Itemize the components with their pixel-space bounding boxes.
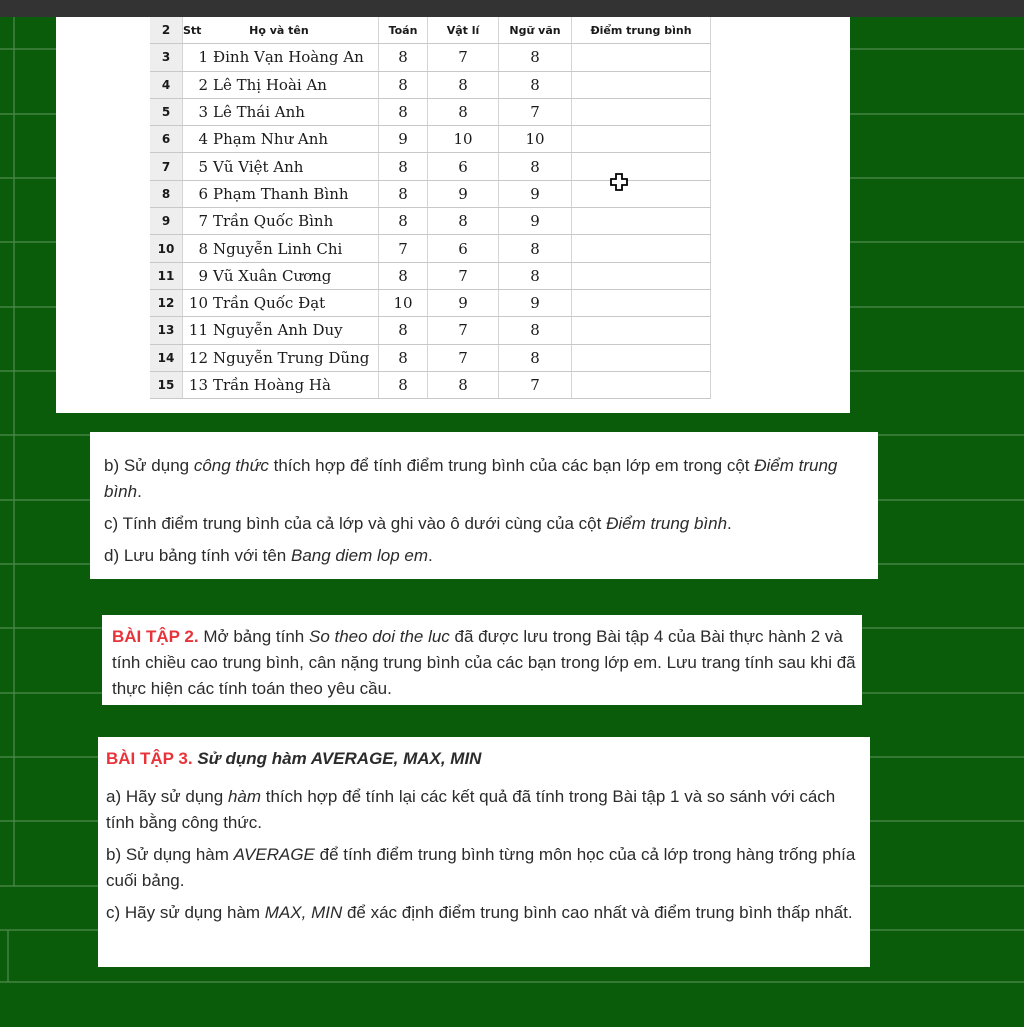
nguvan-cell: 9 bbox=[499, 208, 572, 235]
nguvan-cell: 8 bbox=[499, 262, 572, 289]
student-name: Đinh Vạn Hoàng An bbox=[213, 48, 364, 67]
top-bar bbox=[0, 0, 1024, 17]
task3-heading bbox=[106, 746, 862, 772]
toan-cell: 9 bbox=[379, 126, 428, 153]
toan-cell: 7 bbox=[379, 235, 428, 262]
row-number: 5 bbox=[150, 98, 183, 125]
task2-paragraph: BÀI TẬP 2. Mở bảng tính So theo doi the luc đã được lưu trong Bài tập 4 của Bài thực hành 2 và tính chiều cao trung bình, cân nặng trung bình của các bạn trong lớp em. Lưu trang tính sau khi đã thực hiện các tính toán theo yêu cầu. bbox=[112, 627, 856, 698]
avg-cell[interactable] bbox=[572, 317, 711, 344]
stt-cell: 8 bbox=[198, 239, 208, 258]
task1-text bbox=[104, 453, 864, 569]
avg-cell[interactable] bbox=[572, 262, 711, 289]
task1-b: b) Sử dụng công thức thích hợp để tính điểm trung bình của các bạn lớp em trong cột Điểm trung bình. bbox=[104, 456, 838, 501]
nguvan-cell: 9 bbox=[499, 289, 572, 316]
toan-cell: 8 bbox=[379, 317, 428, 344]
cell-cursor-icon bbox=[610, 173, 628, 191]
vatli-cell: 10 bbox=[428, 126, 499, 153]
student-name: Trần Hoàng Hà bbox=[213, 376, 331, 394]
task2-label: BÀI TẬP 2. bbox=[112, 627, 199, 646]
vatli-cell: 6 bbox=[428, 235, 499, 262]
task1-d: d) Lưu bảng tính với tên Bang diem lop em. bbox=[104, 546, 433, 565]
student-name-cell bbox=[183, 235, 379, 262]
student-name: Lê Thái Anh bbox=[213, 103, 305, 122]
table-row bbox=[150, 126, 711, 153]
vatli-cell: 9 bbox=[428, 289, 499, 316]
row-number: 4 bbox=[150, 71, 183, 98]
header-vatli: Vật lí bbox=[428, 17, 499, 44]
nguvan-cell: 8 bbox=[499, 153, 572, 180]
task3-text bbox=[106, 746, 862, 926]
student-name-cell bbox=[183, 344, 379, 371]
avg-cell[interactable] bbox=[572, 344, 711, 371]
stt-cell: 12 bbox=[188, 348, 208, 367]
row-number: 3 bbox=[150, 44, 183, 71]
avg-cell[interactable] bbox=[572, 126, 711, 153]
row-number: 2 bbox=[150, 17, 183, 44]
toan-cell: 8 bbox=[379, 44, 428, 71]
student-name: Phạm Thanh Bình bbox=[213, 184, 349, 203]
student-name-cell bbox=[183, 371, 379, 398]
toan-cell: 10 bbox=[379, 289, 428, 316]
student-name-cell bbox=[183, 126, 379, 153]
toan-cell: 8 bbox=[379, 208, 428, 235]
student-name: Nguyễn Trung Dũng bbox=[213, 348, 370, 367]
nguvan-cell: 7 bbox=[499, 98, 572, 125]
nguvan-cell: 8 bbox=[499, 344, 572, 371]
stt-cell: 13 bbox=[188, 376, 208, 394]
nguvan-cell: 7 bbox=[499, 371, 572, 398]
header-nguvan: Ngữ văn bbox=[499, 17, 572, 44]
student-name: Phạm Như Anh bbox=[213, 130, 329, 149]
row-number: 15 bbox=[150, 371, 183, 398]
row-number: 10 bbox=[150, 235, 183, 262]
student-name-cell bbox=[183, 44, 379, 71]
row-number: 12 bbox=[150, 289, 183, 316]
vatli-cell: 7 bbox=[428, 44, 499, 71]
header-diem-trung-binh: Điểm trung bình bbox=[572, 17, 711, 44]
toan-cell: 8 bbox=[379, 180, 428, 207]
task3-label: BÀI TẬP 3. bbox=[106, 749, 193, 768]
stt-cell: 9 bbox=[198, 266, 208, 285]
task3-b: b) Sử dụng hàm AVERAGE để tính điểm trung bình từng môn học của cả lớp trong hàng trống phía cuối bảng. bbox=[106, 845, 856, 890]
avg-cell[interactable] bbox=[572, 153, 711, 180]
header-fullname: Họ và tên bbox=[249, 23, 309, 37]
grade-table-image bbox=[56, 17, 850, 413]
nguvan-cell: 9 bbox=[499, 180, 572, 207]
avg-cell[interactable] bbox=[572, 98, 711, 125]
student-name-cell bbox=[183, 71, 379, 98]
avg-cell[interactable] bbox=[572, 289, 711, 316]
stt-cell: 2 bbox=[198, 75, 208, 94]
student-name-cell bbox=[183, 98, 379, 125]
row-number: 7 bbox=[150, 153, 183, 180]
row-number: 13 bbox=[150, 317, 183, 344]
student-name: Vũ Xuân Cương bbox=[213, 266, 332, 285]
table-header-row bbox=[150, 17, 711, 44]
task1-c: c) Tính điểm trung bình của cả lớp và ghi vào ô dưới cùng của cột Điểm trung bình. bbox=[104, 514, 732, 533]
avg-cell[interactable] bbox=[572, 180, 711, 207]
nguvan-cell: 8 bbox=[499, 235, 572, 262]
nguvan-cell: 8 bbox=[499, 71, 572, 98]
student-name-cell bbox=[183, 262, 379, 289]
row-number: 8 bbox=[150, 180, 183, 207]
table-row bbox=[150, 208, 711, 235]
table-row bbox=[150, 344, 711, 371]
student-name: Trần Quốc Đạt bbox=[213, 294, 326, 313]
stt-cell: 11 bbox=[188, 321, 208, 340]
student-name: Nguyễn Linh Chi bbox=[213, 239, 343, 258]
nguvan-cell: 10 bbox=[499, 126, 572, 153]
toan-cell: 8 bbox=[379, 344, 428, 371]
toan-cell: 8 bbox=[379, 153, 428, 180]
stt-cell: 6 bbox=[198, 184, 208, 203]
avg-cell[interactable] bbox=[572, 208, 711, 235]
row-number: 14 bbox=[150, 344, 183, 371]
nguvan-cell: 8 bbox=[499, 317, 572, 344]
student-name: Lê Thị Hoài An bbox=[213, 75, 327, 94]
stt-cell: 5 bbox=[198, 157, 208, 176]
student-name-cell bbox=[183, 208, 379, 235]
table-row bbox=[150, 289, 711, 316]
student-name-cell bbox=[183, 180, 379, 207]
student-name: Trần Quốc Bình bbox=[213, 212, 334, 231]
stt-cell: 10 bbox=[188, 294, 208, 313]
vatli-cell: 8 bbox=[428, 98, 499, 125]
avg-cell[interactable] bbox=[572, 371, 711, 398]
vatli-cell: 9 bbox=[428, 180, 499, 207]
task2-text bbox=[112, 624, 864, 702]
vatli-cell: 7 bbox=[428, 344, 499, 371]
avg-cell[interactable] bbox=[572, 235, 711, 262]
grade-table bbox=[150, 17, 711, 399]
student-name: Nguyễn Anh Duy bbox=[213, 321, 343, 340]
task3-c: c) Hãy sử dụng hàm MAX, MIN để xác định điểm trung bình cao nhất và điểm trung bình thấp nhất. bbox=[106, 903, 853, 922]
toan-cell: 8 bbox=[379, 262, 428, 289]
nguvan-cell: 8 bbox=[499, 44, 572, 71]
table-row bbox=[150, 262, 711, 289]
row-number: 9 bbox=[150, 208, 183, 235]
avg-cell[interactable] bbox=[572, 71, 711, 98]
stt-cell: 4 bbox=[198, 130, 208, 149]
vatli-cell: 8 bbox=[428, 71, 499, 98]
row-number: 11 bbox=[150, 262, 183, 289]
student-name-cell bbox=[183, 153, 379, 180]
student-name-cell bbox=[183, 317, 379, 344]
avg-cell[interactable] bbox=[572, 44, 711, 71]
table-row bbox=[150, 317, 711, 344]
header-stt: Stt bbox=[183, 23, 202, 37]
vatli-cell: 8 bbox=[428, 371, 499, 398]
task3-title: Sử dụng hàm AVERAGE, MAX, MIN bbox=[192, 749, 482, 768]
vatli-cell: 6 bbox=[428, 153, 499, 180]
vatli-cell: 7 bbox=[428, 317, 499, 344]
student-name-cell bbox=[183, 289, 379, 316]
student-name: Vũ Việt Anh bbox=[213, 157, 304, 176]
table-row bbox=[150, 71, 711, 98]
stt-cell: 7 bbox=[198, 212, 208, 231]
header-name bbox=[183, 17, 379, 44]
task3-a: a) Hãy sử dụng hàm thích hợp để tính lại các kết quả đã tính trong Bài tập 1 và so sánh với cách tính bằng công thức. bbox=[106, 787, 836, 832]
table-row bbox=[150, 235, 711, 262]
toan-cell: 8 bbox=[379, 98, 428, 125]
stt-cell: 3 bbox=[198, 103, 208, 122]
row-number: 6 bbox=[150, 126, 183, 153]
table-row bbox=[150, 98, 711, 125]
toan-cell: 8 bbox=[379, 371, 428, 398]
vatli-cell: 7 bbox=[428, 262, 499, 289]
stt-cell: 1 bbox=[198, 48, 208, 67]
vatli-cell: 8 bbox=[428, 208, 499, 235]
toan-cell: 8 bbox=[379, 71, 428, 98]
table-row bbox=[150, 371, 711, 398]
header-toan: Toán bbox=[379, 17, 428, 44]
table-row bbox=[150, 44, 711, 71]
